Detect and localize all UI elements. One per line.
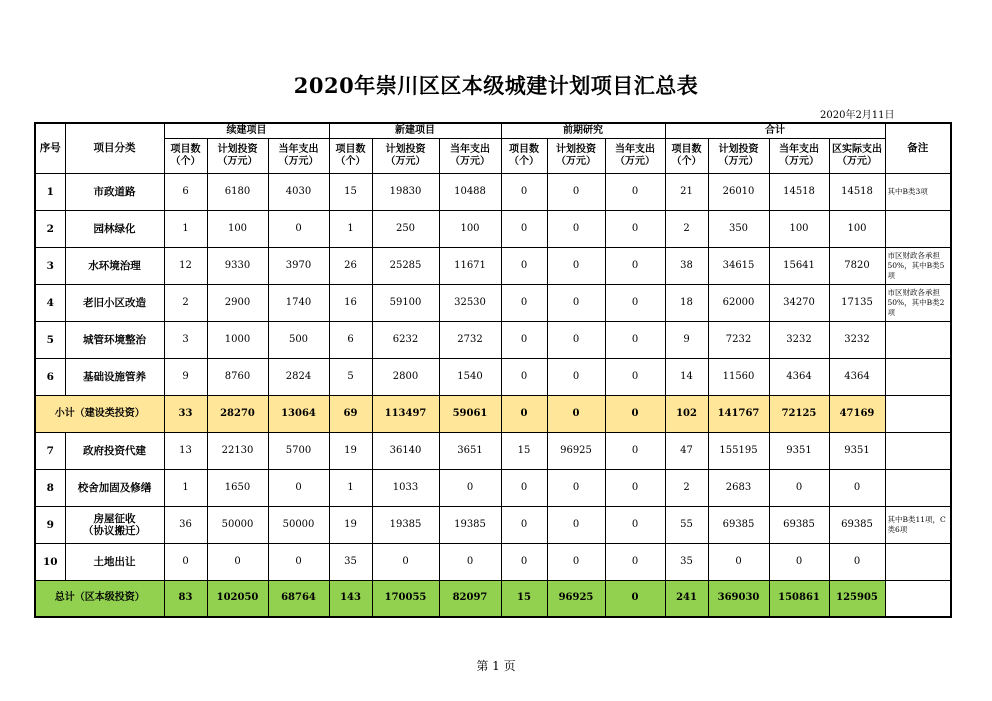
cell-c-2: 2824	[268, 358, 329, 395]
cell-t-0: 55	[665, 506, 708, 543]
cell-c-2: 0	[268, 469, 329, 506]
cell-p-2: 0	[605, 247, 665, 284]
subheader-plan-line1: 计划投资	[217, 143, 258, 155]
cell-c-0: 33	[164, 395, 207, 432]
subheader-actual	[829, 138, 885, 173]
row-note: 市区财政各承担50%，其中B类5项	[885, 247, 951, 284]
subheader-spend-line2: （万元）	[450, 155, 490, 167]
cell-c-2: 0	[268, 543, 329, 580]
cell-p-1: 96925	[547, 432, 605, 469]
row-seq: 2	[35, 210, 65, 247]
cell-c-1: 28270	[207, 395, 268, 432]
cell-n-2: 100	[439, 210, 501, 247]
cell-p-0: 0	[501, 543, 547, 580]
cell-c-1: 6180	[207, 173, 268, 210]
cell-c-2: 5700	[268, 432, 329, 469]
cell-t-1: 26010	[708, 173, 769, 210]
cell-n-2: 32530	[439, 284, 501, 321]
subheader-count-line2: （个）	[335, 155, 366, 167]
cell-t-2: 34270	[769, 284, 829, 321]
row-category-text: 校舍加固及修缮	[77, 481, 152, 494]
row-category	[65, 210, 164, 247]
cell-t-2: 15641	[769, 247, 829, 284]
subheader-count-line1: 项目数	[671, 143, 702, 155]
row-seq: 5	[35, 321, 65, 358]
cell-n-1: 2800	[372, 358, 439, 395]
cell-n-1: 19385	[372, 506, 439, 543]
cell-t-3: 0	[829, 469, 885, 506]
cell-p-1: 0	[547, 173, 605, 210]
subtotal-row	[35, 395, 951, 432]
document-date: 2020年2月11日	[820, 110, 895, 121]
cell-p-1: 0	[547, 395, 605, 432]
subheader-spend-line2: （万元）	[615, 155, 655, 167]
cell-c-1: 9330	[207, 247, 268, 284]
subheader-plan-line2: （万元）	[217, 155, 258, 167]
subheader-plan-line2: （万元）	[718, 155, 759, 167]
row-category-text: 市政道路	[93, 185, 136, 198]
row-category	[65, 432, 164, 469]
cell-p-2: 0	[605, 543, 665, 580]
cell-t-0: 35	[665, 543, 708, 580]
cell-c-1: 1000	[207, 321, 268, 358]
row-seq: 4	[35, 284, 65, 321]
row-seq: 1	[35, 173, 65, 210]
subheader-count	[329, 138, 372, 173]
row-note	[885, 321, 951, 358]
col-category-header: 项目分类	[65, 123, 164, 173]
subheader-count-line2: （个）	[671, 155, 702, 167]
table-row	[35, 543, 951, 580]
cell-n-2: 3651	[439, 432, 501, 469]
row-category-text: 城管环境整治	[83, 333, 146, 346]
cell-p-1: 0	[547, 358, 605, 395]
cell-p-2: 0	[605, 358, 665, 395]
row-note	[885, 358, 951, 395]
row-seq: 9	[35, 506, 65, 543]
subheader-plan-line1: 计划投资	[556, 143, 596, 155]
cell-n-2: 82097	[439, 580, 501, 617]
subheader-spend-line1: 当年支出	[450, 143, 490, 155]
cell-t-1: 62000	[708, 284, 769, 321]
cell-t-3: 47169	[829, 395, 885, 432]
subheader-plan	[547, 138, 605, 173]
cell-p-2: 0	[605, 506, 665, 543]
row-category-text: 老旧小区改造	[83, 296, 146, 309]
row-note	[885, 432, 951, 469]
row-category	[65, 321, 164, 358]
cell-t-2: 150861	[769, 580, 829, 617]
table-row	[35, 284, 951, 321]
cell-t-3: 0	[829, 543, 885, 580]
cell-t-2: 100	[769, 210, 829, 247]
cell-t-3: 4364	[829, 358, 885, 395]
cell-c-2: 0	[268, 210, 329, 247]
cell-p-1: 0	[547, 210, 605, 247]
cell-c-0: 6	[164, 173, 207, 210]
subtotal-row-label: 小计（建设类投资）	[35, 395, 164, 432]
row-note: 市区财政各承担50%，其中B类2项	[885, 284, 951, 321]
cell-t-1: 2683	[708, 469, 769, 506]
cell-p-2: 0	[605, 284, 665, 321]
cell-n-2: 11671	[439, 247, 501, 284]
cell-t-1: 155195	[708, 432, 769, 469]
subheader-count	[665, 138, 708, 173]
cell-p-0: 0	[501, 358, 547, 395]
cell-c-0: 9	[164, 358, 207, 395]
total-row	[35, 580, 951, 617]
cell-t-1: 7232	[708, 321, 769, 358]
row-category-text: 园林绿化	[93, 222, 136, 235]
cell-t-0: 241	[665, 580, 708, 617]
subheader-count-line1: 项目数	[170, 143, 201, 155]
cell-p-0: 0	[501, 210, 547, 247]
cell-n-0: 6	[329, 321, 372, 358]
cell-n-1: 6232	[372, 321, 439, 358]
cell-n-2: 1540	[439, 358, 501, 395]
cell-n-2: 59061	[439, 395, 501, 432]
cell-t-1: 141767	[708, 395, 769, 432]
subheader-spend-line1: 当年支出	[278, 143, 319, 155]
subheader-count	[501, 138, 547, 173]
cell-c-2: 3970	[268, 247, 329, 284]
cell-c-2: 50000	[268, 506, 329, 543]
cell-p-0: 0	[501, 321, 547, 358]
cell-c-0: 83	[164, 580, 207, 617]
cell-p-1: 0	[547, 321, 605, 358]
row-category-text: 水环境治理	[88, 259, 141, 272]
cell-p-1: 0	[547, 469, 605, 506]
cell-c-2: 4030	[268, 173, 329, 210]
subheader-count-line1: 项目数	[335, 143, 366, 155]
cell-c-1: 22130	[207, 432, 268, 469]
subheader-spend	[439, 138, 501, 173]
row-seq: 7	[35, 432, 65, 469]
header-group-row	[35, 123, 951, 138]
row-category	[65, 506, 164, 543]
cell-t-3: 100	[829, 210, 885, 247]
cell-c-1: 2900	[207, 284, 268, 321]
cell-n-1: 0	[372, 543, 439, 580]
cell-n-0: 16	[329, 284, 372, 321]
table-row	[35, 469, 951, 506]
subheader-count	[164, 138, 207, 173]
cell-t-0: 47	[665, 432, 708, 469]
cell-p-0: 0	[501, 506, 547, 543]
cell-t-3: 3232	[829, 321, 885, 358]
cell-n-1: 113497	[372, 395, 439, 432]
cell-n-0: 1	[329, 210, 372, 247]
group-research-header: 前期研究	[501, 123, 665, 138]
row-category	[65, 543, 164, 580]
row-category	[65, 469, 164, 506]
row-category-text: 基础设施管养	[83, 370, 146, 383]
cell-t-0: 9	[665, 321, 708, 358]
cell-t-0: 14	[665, 358, 708, 395]
cell-t-0: 38	[665, 247, 708, 284]
cell-n-1: 170055	[372, 580, 439, 617]
subheader-spend	[268, 138, 329, 173]
cell-p-1: 96925	[547, 580, 605, 617]
cell-p-0: 15	[501, 432, 547, 469]
row-note	[885, 210, 951, 247]
group-total-header: 合计	[665, 123, 885, 138]
cell-t-1: 0	[708, 543, 769, 580]
subheader-plan	[372, 138, 439, 173]
cell-t-1: 11560	[708, 358, 769, 395]
row-note	[885, 543, 951, 580]
table-row	[35, 247, 951, 284]
cell-c-2: 13064	[268, 395, 329, 432]
cell-p-2: 0	[605, 173, 665, 210]
cell-c-0: 2	[164, 284, 207, 321]
row-category	[65, 173, 164, 210]
table-row	[35, 358, 951, 395]
table-row	[35, 321, 951, 358]
cell-c-0: 13	[164, 432, 207, 469]
cell-n-1: 250	[372, 210, 439, 247]
cell-t-2: 0	[769, 543, 829, 580]
cell-p-0: 15	[501, 580, 547, 617]
col-seq-header: 序号	[35, 123, 65, 173]
table-row	[35, 173, 951, 210]
cell-t-3: 7820	[829, 247, 885, 284]
subheader-plan-line2: （万元）	[556, 155, 596, 167]
cell-n-0: 26	[329, 247, 372, 284]
cell-n-0: 69	[329, 395, 372, 432]
subheader-spend	[769, 138, 829, 173]
cell-p-1: 0	[547, 284, 605, 321]
subheader-spend-line2: （万元）	[779, 155, 819, 167]
cell-n-0: 1	[329, 469, 372, 506]
subheader-plan	[708, 138, 769, 173]
cell-t-3: 9351	[829, 432, 885, 469]
cell-c-0: 3	[164, 321, 207, 358]
subheader-actual-line1: 区实际支出	[832, 143, 882, 155]
cell-n-0: 15	[329, 173, 372, 210]
cell-t-0: 2	[665, 210, 708, 247]
cell-p-1: 0	[547, 247, 605, 284]
subheader-spend	[605, 138, 665, 173]
cell-c-2: 500	[268, 321, 329, 358]
subheader-count-line2: （个）	[509, 155, 539, 167]
cell-n-1: 25285	[372, 247, 439, 284]
row-note: 其中B类11项，C类6项	[885, 506, 951, 543]
cell-p-0: 0	[501, 173, 547, 210]
cell-p-2: 0	[605, 580, 665, 617]
cell-t-1: 350	[708, 210, 769, 247]
cell-c-2: 68764	[268, 580, 329, 617]
cell-p-0: 0	[501, 284, 547, 321]
cell-n-0: 35	[329, 543, 372, 580]
cell-t-0: 21	[665, 173, 708, 210]
cell-t-3: 69385	[829, 506, 885, 543]
cell-p-1: 0	[547, 543, 605, 580]
cell-t-1: 34615	[708, 247, 769, 284]
cell-t-2: 0	[769, 469, 829, 506]
cell-t-2: 69385	[769, 506, 829, 543]
row-category-text-2: （协议搬迁）	[83, 524, 146, 537]
cell-c-1: 0	[207, 543, 268, 580]
cell-p-2: 0	[605, 210, 665, 247]
cell-t-3: 14518	[829, 173, 885, 210]
cell-p-2: 0	[605, 321, 665, 358]
cell-c-1: 100	[207, 210, 268, 247]
cell-n-0: 5	[329, 358, 372, 395]
subheader-spend-line1: 当年支出	[615, 143, 655, 155]
cell-t-2: 72125	[769, 395, 829, 432]
subheader-plan-line2: （万元）	[385, 155, 426, 167]
cell-t-0: 18	[665, 284, 708, 321]
row-category	[65, 358, 164, 395]
cell-p-0: 0	[501, 395, 547, 432]
row-note: 其中B类3项	[885, 173, 951, 210]
cell-p-2: 0	[605, 395, 665, 432]
cell-t-3: 17135	[829, 284, 885, 321]
row-note	[885, 469, 951, 506]
group-continued-header: 续建项目	[164, 123, 329, 138]
cell-p-0: 0	[501, 469, 547, 506]
document-title: 2020年崇川区区本级城建计划项目汇总表	[293, 73, 699, 98]
subheader-actual-line2: （万元）	[837, 155, 877, 167]
subheader-count-line1: 项目数	[509, 143, 539, 155]
total-row-label: 总计（区本级投资）	[35, 580, 164, 617]
cell-p-2: 0	[605, 432, 665, 469]
cell-n-1: 36140	[372, 432, 439, 469]
cell-n-2: 0	[439, 543, 501, 580]
cell-c-1: 8760	[207, 358, 268, 395]
row-seq: 3	[35, 247, 65, 284]
cell-t-1: 369030	[708, 580, 769, 617]
header-sub-row	[35, 138, 951, 173]
page-number: 第 1 页	[476, 659, 516, 673]
cell-n-2: 0	[439, 469, 501, 506]
cell-n-0: 19	[329, 506, 372, 543]
cell-n-2: 2732	[439, 321, 501, 358]
cell-n-0: 19	[329, 432, 372, 469]
cell-t-0: 102	[665, 395, 708, 432]
row-seq: 10	[35, 543, 65, 580]
cell-c-1: 50000	[207, 506, 268, 543]
row-seq: 8	[35, 469, 65, 506]
cell-t-2: 9351	[769, 432, 829, 469]
cell-p-1: 0	[547, 506, 605, 543]
cell-n-2: 10488	[439, 173, 501, 210]
cell-t-3: 125905	[829, 580, 885, 617]
col-note-header: 备注	[885, 123, 951, 173]
row-category	[65, 247, 164, 284]
cell-t-0: 2	[665, 469, 708, 506]
subheader-plan-line1: 计划投资	[718, 143, 759, 155]
summary-table	[34, 122, 952, 618]
row-category	[65, 284, 164, 321]
cell-n-0: 143	[329, 580, 372, 617]
cell-t-2: 4364	[769, 358, 829, 395]
table-row	[35, 432, 951, 469]
cell-t-2: 3232	[769, 321, 829, 358]
cell-c-0: 1	[164, 469, 207, 506]
row-seq: 6	[35, 358, 65, 395]
cell-c-1: 1650	[207, 469, 268, 506]
cell-c-0: 1	[164, 210, 207, 247]
cell-c-0: 12	[164, 247, 207, 284]
cell-c-0: 0	[164, 543, 207, 580]
group-new-header: 新建项目	[329, 123, 501, 138]
subheader-count-line2: （个）	[170, 155, 201, 167]
cell-c-2: 1740	[268, 284, 329, 321]
subheader-spend-line1: 当年支出	[779, 143, 819, 155]
total-row-note	[885, 580, 951, 617]
cell-c-1: 102050	[207, 580, 268, 617]
subheader-spend-line2: （万元）	[278, 155, 319, 167]
cell-p-2: 0	[605, 469, 665, 506]
subheader-plan-line1: 计划投资	[385, 143, 426, 155]
subtotal-row-note	[885, 395, 951, 432]
cell-t-2: 14518	[769, 173, 829, 210]
row-category-text: 政府投资代建	[83, 444, 146, 457]
cell-n-2: 19385	[439, 506, 501, 543]
cell-t-1: 69385	[708, 506, 769, 543]
cell-n-1: 19830	[372, 173, 439, 210]
cell-c-0: 36	[164, 506, 207, 543]
cell-n-1: 1033	[372, 469, 439, 506]
cell-n-1: 59100	[372, 284, 439, 321]
table-row	[35, 210, 951, 247]
row-category-text: 房屋征收	[93, 512, 136, 525]
table-row	[35, 506, 951, 543]
subheader-plan	[207, 138, 268, 173]
row-category-text: 土地出让	[93, 555, 136, 568]
cell-p-0: 0	[501, 247, 547, 284]
